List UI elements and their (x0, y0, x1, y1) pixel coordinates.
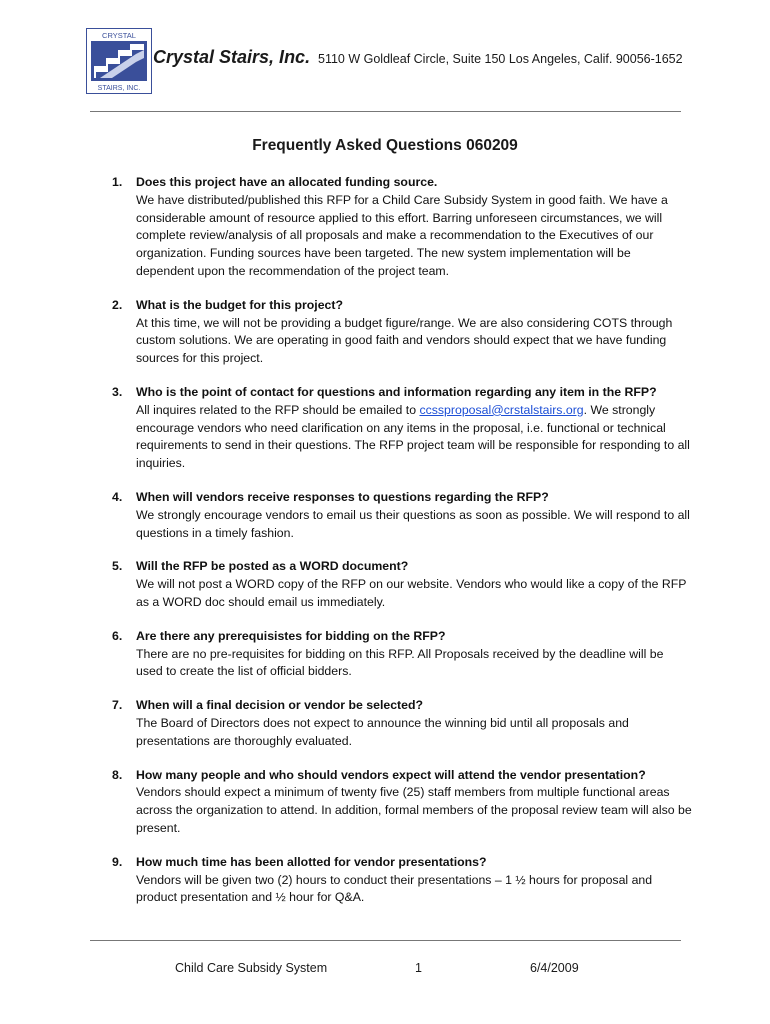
footer-document-name: Child Care Subsidy System (175, 961, 328, 975)
faq-item-2 (112, 297, 692, 368)
faq-question: When will vendors receive responses to questions regarding the RFP? (136, 489, 549, 504)
faq-answer: We will not post a WORD copy of the RFP on our website. Vendors who would like a copy of the RFP as a WORD doc should email us immediately. (136, 577, 687, 609)
faq-answer: We have distributed/published this RFP for a Child Care Subsidy System in good faith. We have a considerable amount of resource applied to this effort. Barring unforeseen circumstances, we will complete review/analysis of all proposals and make a recommendation to the Executives of our organization. Funding sources have been targeted. The new system implementation will be dependent upon the recommendation of the project team. (136, 192, 668, 278)
faq-question: When will a final decision or vendor be selected? (136, 698, 423, 713)
footer-divider (90, 940, 681, 941)
faq-item-1 (112, 174, 692, 281)
faq-number: 5. (112, 559, 123, 574)
footer-page-number: 1 (415, 961, 422, 975)
faq-number: 1. (112, 175, 123, 189)
faq-question: How much time has been allotted for vendor presentations? (136, 854, 487, 869)
faq-question: Who is the point of contact for questions and information regarding any item in the RFP? (136, 384, 657, 399)
faq-number: 9. (112, 854, 123, 869)
faq-number: 8. (112, 767, 123, 782)
logo-text-top: CRYSTAL (102, 31, 136, 40)
faq-item-7 (112, 697, 692, 750)
page-title: Frequently Asked Questions 060209 (252, 137, 518, 154)
faq-number: 7. (112, 698, 123, 713)
company-address: 5110 W Goldleaf Circle, Suite 150 Los Angeles, Calif. 90056-1652 (318, 52, 683, 66)
faq-question: Will the RFP be posted as a WORD document? (136, 559, 409, 574)
faq-answer: We strongly encourage vendors to email us their questions as soon as possible. We will respond to all questions in a timely fashion. (136, 507, 690, 540)
faq-item-4 (112, 489, 692, 542)
header-divider (90, 111, 681, 112)
faq-answer: Vendors will be given two (2) hours to conduct their presentations – 1 ½ hours for proposal and product presentation and ½ hour for Q&A. (136, 872, 653, 905)
contact-email-link[interactable]: ccssproposal@crstalstairs.org (419, 402, 584, 417)
faq-answer: At this time, we will not be providing a budget figure/range. We are also considering COTS through custom solutions. We are operating in good faith and vendors should expect that we have funding sources for this project. (136, 315, 673, 366)
faq-item-5 (112, 558, 692, 611)
faq-item-6 (112, 628, 692, 681)
company-logo (86, 28, 152, 94)
faq-question: Does this project have an allocated funding source. (136, 175, 438, 189)
faq-answer: There are no pre-requisites for bidding on this RFP. All Proposals received by the deadline will be used to create the list of official bidders. (136, 646, 664, 679)
faq-item-8 (112, 767, 692, 838)
faq-number: 4. (112, 489, 123, 504)
faq-number: 2. (112, 297, 123, 312)
faq-answer-text: . We strongly encourage vendors who need clarification on any items in the proposal, i.e. functional or technical requirements to send in their questions. The RFP project team will be responsible for responding to all inquiries. (136, 402, 690, 471)
faq-item-3 (112, 384, 692, 473)
faq-answer: Vendors should expect a minimum of twenty five (25) staff members from multiple functional areas across the organization to attend. In addition, formal members of the proposal review team will also be present. (136, 785, 692, 835)
company-name: Crystal Stairs, Inc. (153, 47, 311, 67)
faq-number: 3. (112, 384, 123, 399)
faq-question: Are there any prerequisistes for bidding on the RFP? (136, 628, 446, 643)
faq-item-9 (112, 854, 692, 907)
faq-question: How many people and who should vendors expect will attend the vendor presentation? (136, 767, 646, 782)
faq-answer (136, 402, 692, 473)
faq-answer: The Board of Directors does not expect to announce the winning bid until all proposals and presentations are thoroughly evaluated. (136, 715, 629, 748)
logo-text-bottom: STAIRS, INC. (97, 85, 141, 92)
faq-number: 6. (112, 628, 123, 643)
faq-question: What is the budget for this project? (136, 297, 343, 312)
faq-answer-text: All inquires related to the RFP should be emailed to (136, 402, 420, 417)
footer-date: 6/4/2009 (530, 961, 579, 975)
faq-list (112, 174, 692, 923)
